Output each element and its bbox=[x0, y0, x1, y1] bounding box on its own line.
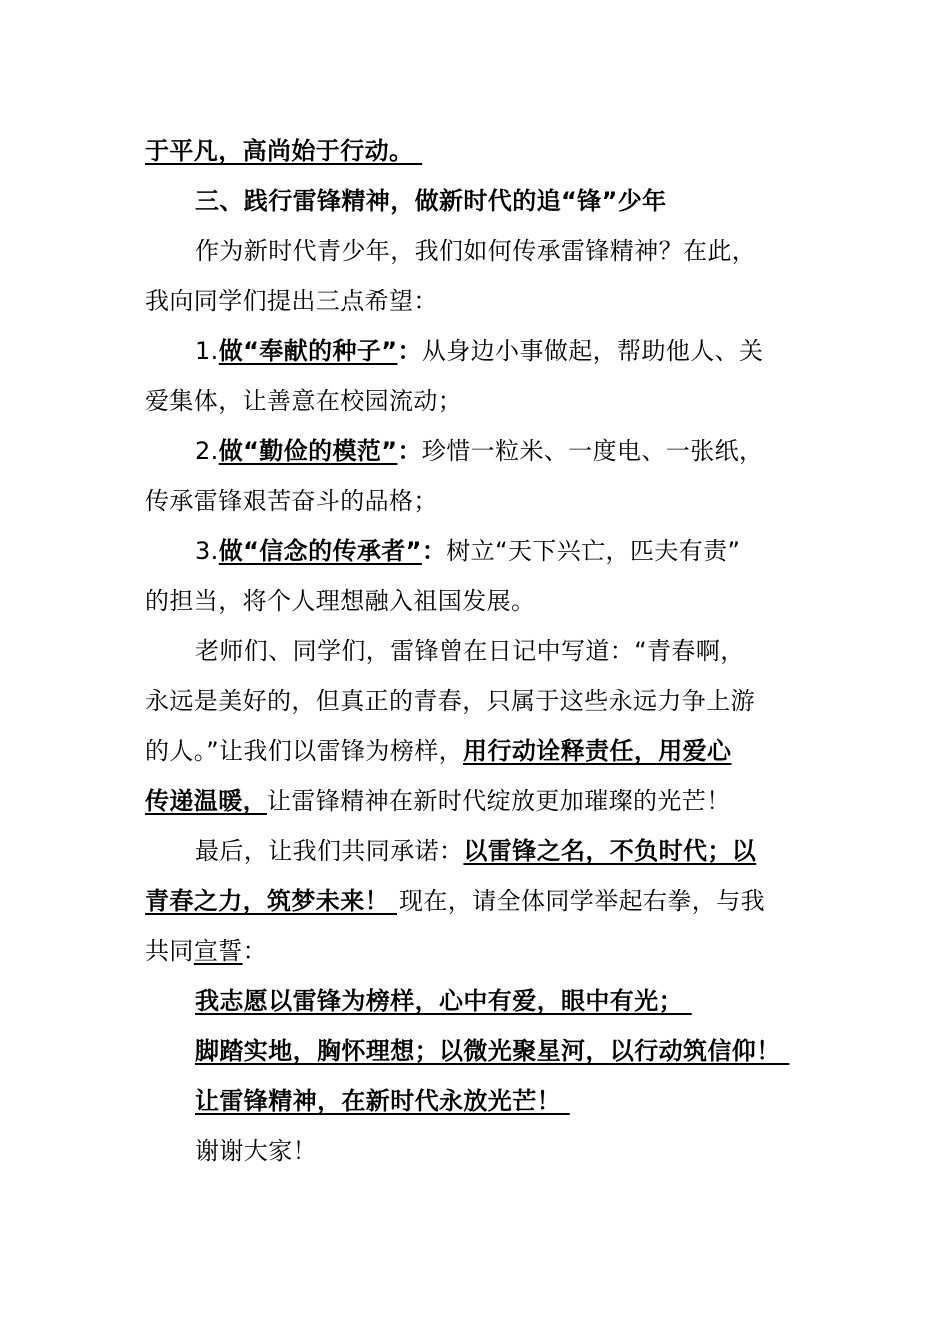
paragraph-line: 我向同学们提出三点希望： bbox=[145, 287, 438, 315]
paragraph-line bbox=[145, 934, 267, 968]
underlined-text: 于平凡，高尚始于行动。 bbox=[145, 137, 414, 165]
item-colon: ： bbox=[397, 337, 422, 365]
item-text: 树立“天下兴亡，匹夫有责” bbox=[446, 537, 741, 565]
item-text: 珍惜一粒米、一度电、一张纸， bbox=[421, 437, 764, 465]
oath-line bbox=[195, 1084, 573, 1118]
hope-item-3 bbox=[195, 534, 740, 568]
item-title: 做“勤俭的模范” bbox=[218, 437, 398, 465]
paragraph-line: 的担当，将个人理想融入祖国发展。 bbox=[145, 587, 536, 615]
underlined-text: 宣誓 bbox=[193, 937, 243, 965]
emphasis-text: 青春之力，筑梦未来！ bbox=[145, 887, 389, 915]
paragraph-line bbox=[145, 784, 731, 818]
item-title: 做“信念的传承者” bbox=[218, 537, 422, 565]
paragraph-line: 作为新时代青少年，我们如何传承雷锋精神？在此， bbox=[195, 237, 757, 265]
oath-text: 我志愿以雷锋为榜样，心中有爱，眼中有光； bbox=[195, 987, 683, 1015]
paragraph-line bbox=[195, 834, 756, 868]
oath-text: 让雷锋精神，在新时代永放光芒！ bbox=[195, 1087, 561, 1115]
paragraph-line: 老师们、同学们，雷锋曾在日记中写道：“青春啊， bbox=[195, 637, 745, 665]
emphasis-text: 以雷锋之名，不负时代；以 bbox=[463, 837, 757, 865]
emphasis-text: 传递温暖， bbox=[145, 787, 267, 815]
plain-text: ： bbox=[242, 937, 268, 965]
item-number: 3. bbox=[195, 537, 219, 565]
plain-text: 现在，请全体同学举起右拳，与我 bbox=[399, 887, 765, 915]
item-number: 2. bbox=[195, 437, 219, 465]
hope-item-2 bbox=[195, 434, 763, 468]
item-number: 1. bbox=[195, 337, 219, 365]
item-text: 从身边小事做起，帮助他人、关 bbox=[421, 337, 764, 365]
closing-line: 谢谢大家！ bbox=[195, 1137, 317, 1165]
paragraph-line bbox=[145, 884, 765, 918]
plain-text: 共同 bbox=[145, 937, 194, 965]
oath-line bbox=[195, 984, 695, 1018]
oath-text: 脚踏实地，胸怀理想；以微光聚星河，以行动筑信仰！ bbox=[195, 1037, 781, 1065]
item-colon: ： bbox=[397, 437, 422, 465]
item-title: 做“奉献的种子” bbox=[218, 337, 398, 365]
plain-text: 的人。”让我们以雷锋为榜样， bbox=[145, 737, 464, 765]
paragraph-line: 永远是美好的，但真正的青春，只属于这些永远力争上游 bbox=[145, 687, 755, 715]
hope-item-1 bbox=[195, 334, 763, 368]
oath-line bbox=[195, 1034, 789, 1068]
text-line bbox=[145, 134, 427, 168]
emphasis-text: 用行动诠释责任，用爱心 bbox=[463, 737, 732, 765]
paragraph-line: 传承雷锋艰苦奋斗的品格； bbox=[145, 487, 438, 515]
paragraph-line bbox=[145, 734, 731, 768]
plain-text: 最后，让我们共同承诺： bbox=[195, 837, 464, 865]
plain-text: 让雷锋精神在新时代绽放更加璀璨的光芒！ bbox=[267, 787, 731, 815]
item-colon: ： bbox=[421, 537, 447, 565]
paragraph-line: 爱集体，让善意在校园流动； bbox=[145, 387, 463, 415]
section-heading: 三、践行雷锋精神，做新时代的追“锋”少年 bbox=[195, 187, 667, 215]
